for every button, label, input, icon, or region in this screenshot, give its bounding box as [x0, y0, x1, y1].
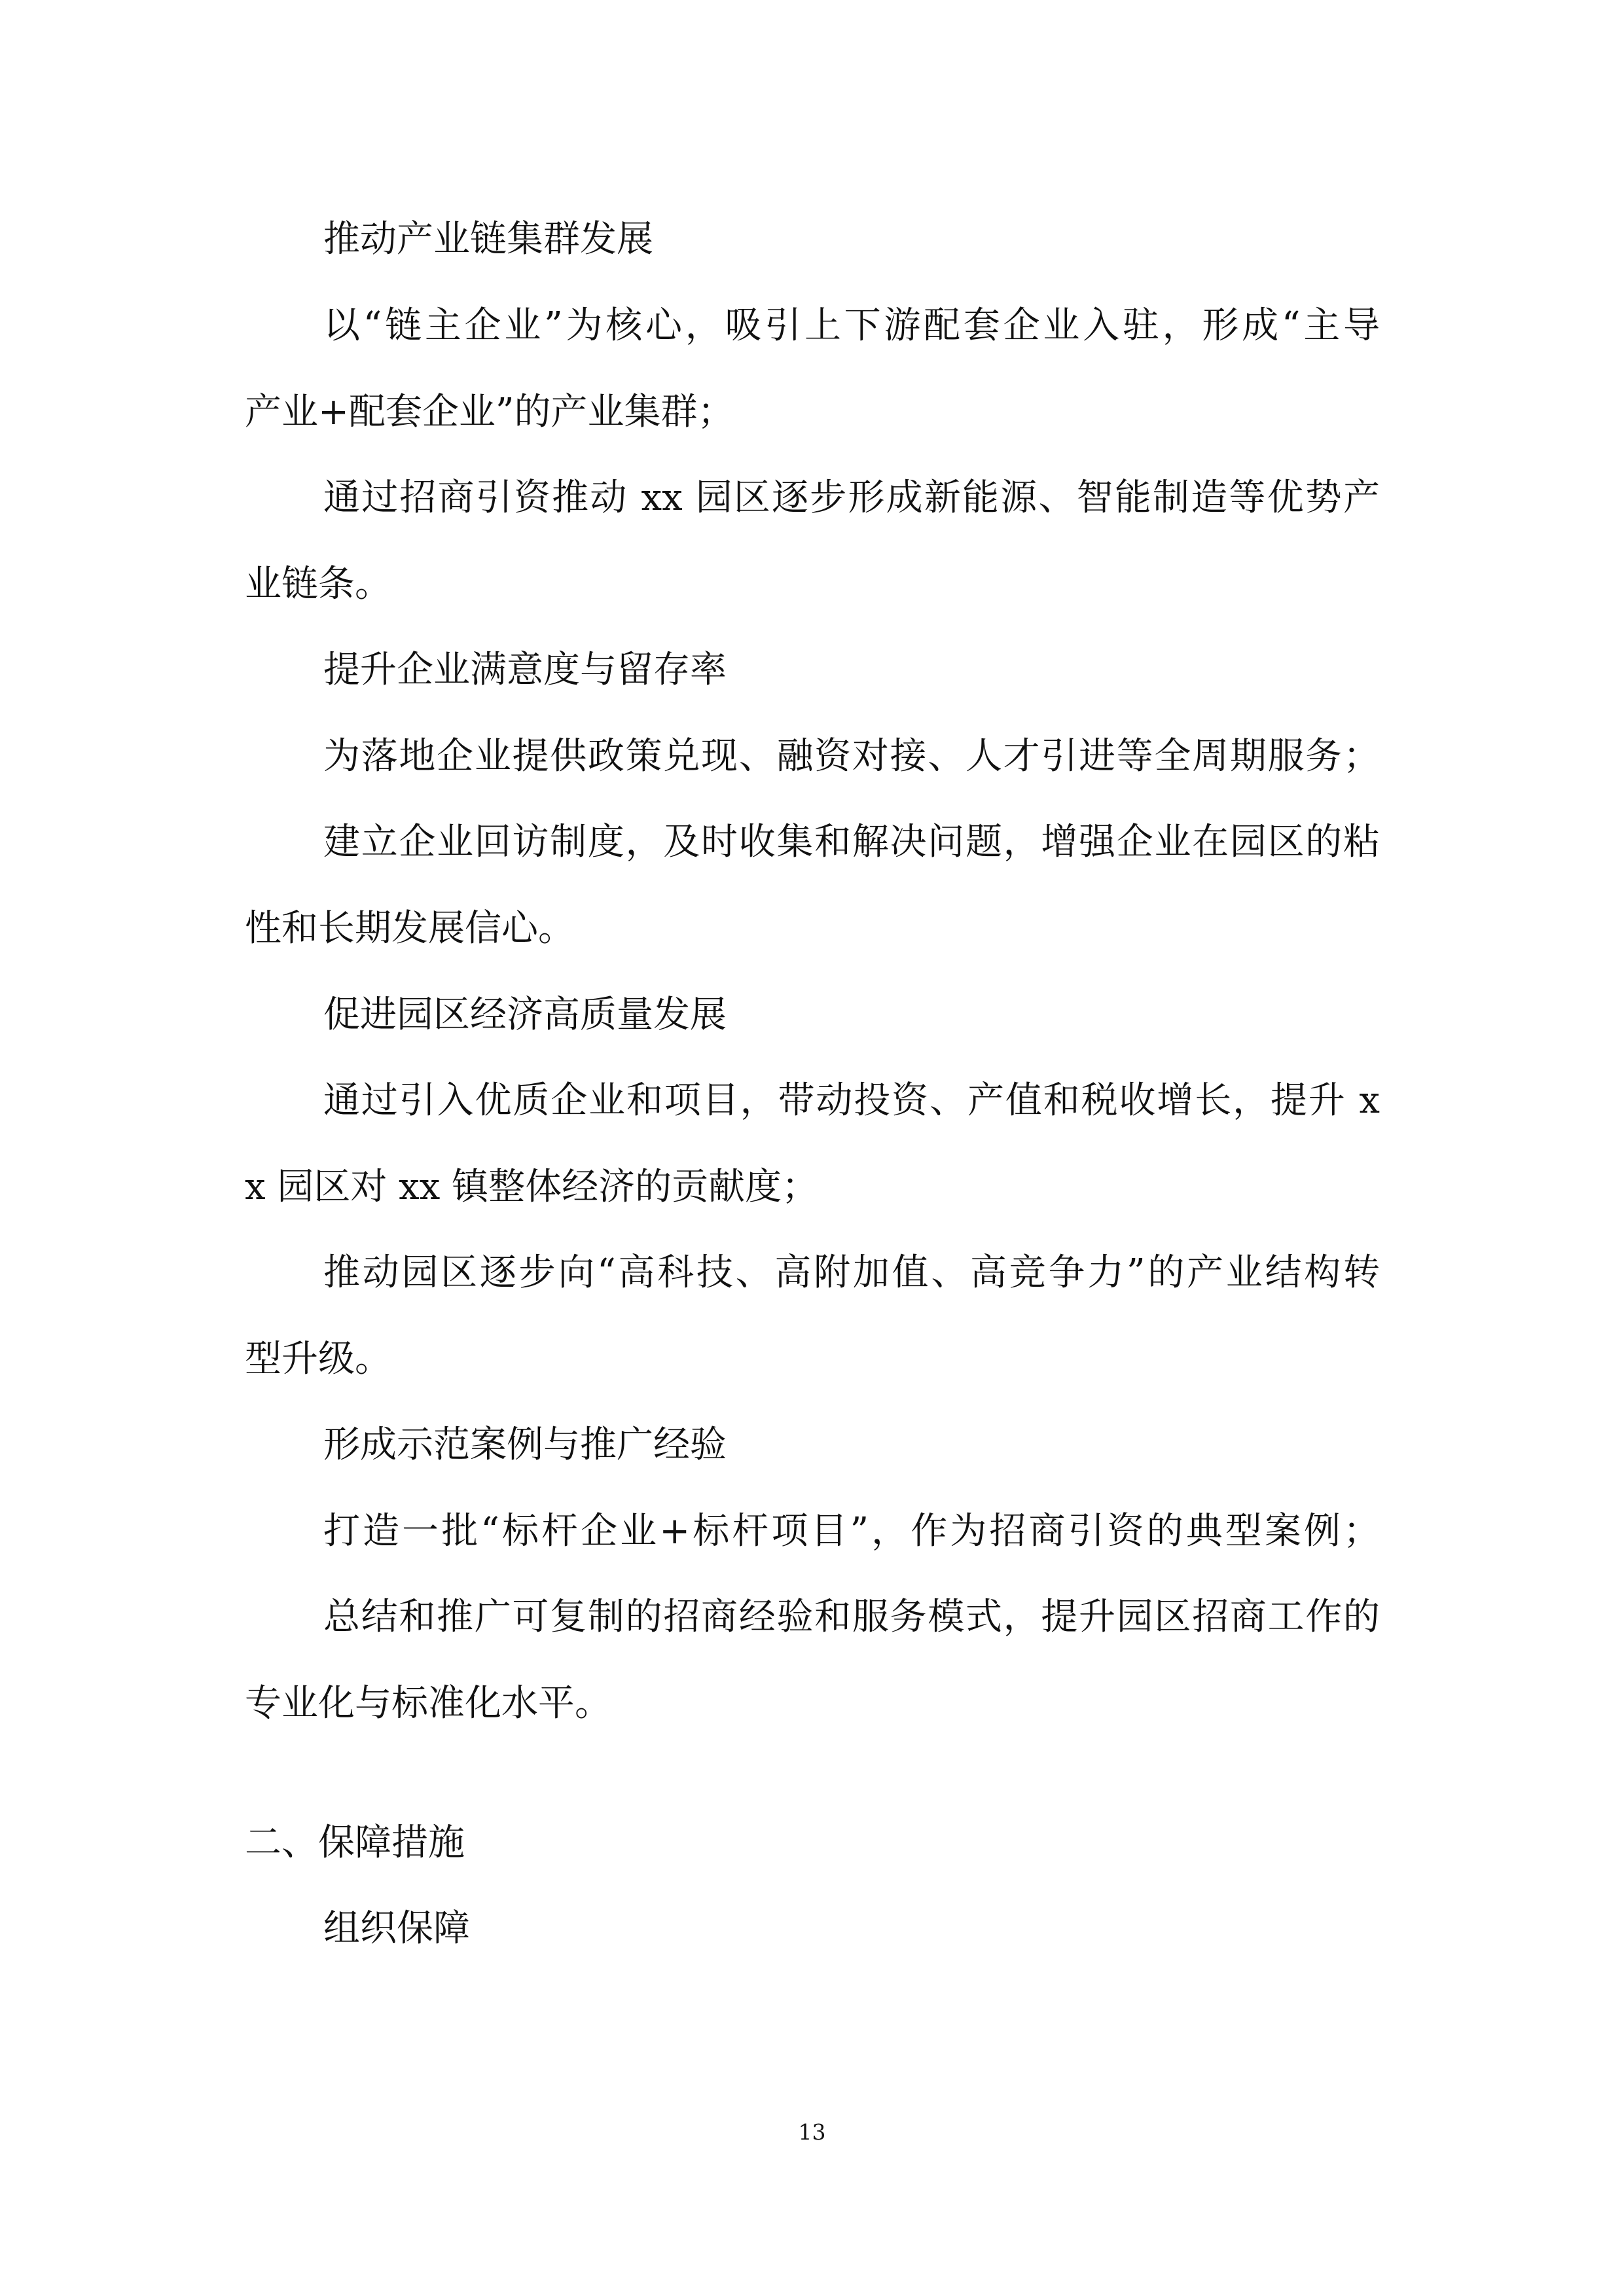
paragraph-line: 以“链主企业”为核心，吸引上下游配套企业入驻，形成“主导 — [323, 304, 1380, 347]
page-number: 13 — [798, 2119, 826, 2145]
paragraph-line: 打造一批“标杆企业+标杆项目”，作为招商引资的典型案例； — [323, 1510, 1380, 1552]
paragraph-line: 通过引入优质企业和项目，带动投资、产值和税收增长，提升 x — [323, 1079, 1380, 1122]
heading-economy: 促进园区经济高质量发展 — [323, 994, 727, 1036]
paragraph-line: 业链条。 — [245, 563, 391, 605]
paragraph-line: 性和长期发展信心。 — [245, 907, 575, 950]
paragraph-line: x 园区对 xx 镇整体经济的贡献度； — [245, 1166, 819, 1208]
subheading-organization: 组织保障 — [323, 1907, 470, 1950]
paragraph-line: 推动园区逐步向“高科技、高附加值、高竞争力”的产业结构转 — [323, 1251, 1380, 1294]
paragraph-line: 专业化与标准化水平。 — [245, 1682, 611, 1725]
heading-demonstration: 形成示范案例与推广经验 — [323, 1424, 727, 1466]
paragraph-line: 建立企业回访制度，及时收集和解决问题，增强企业在园区的粘 — [323, 821, 1380, 863]
heading-industry-chain: 推动产业链集群发展 — [323, 218, 653, 260]
paragraph-line: 总结和推广可复制的招商经验和服务模式，提升园区招商工作的 — [323, 1596, 1380, 1638]
paragraph-line: 型升级。 — [245, 1338, 391, 1380]
paragraph-line: 为落地企业提供政策兑现、融资对接、人才引进等全周期服务； — [323, 735, 1380, 778]
section-heading: 二、保障措施 — [245, 1821, 465, 1864]
paragraph-line: 通过招商引资推动 xx 园区逐步形成新能源、智能制造等优势产 — [323, 476, 1380, 519]
paragraph-line: 产业+配套企业”的产业集群； — [245, 391, 734, 433]
heading-satisfaction: 提升企业满意度与留存率 — [323, 649, 727, 691]
